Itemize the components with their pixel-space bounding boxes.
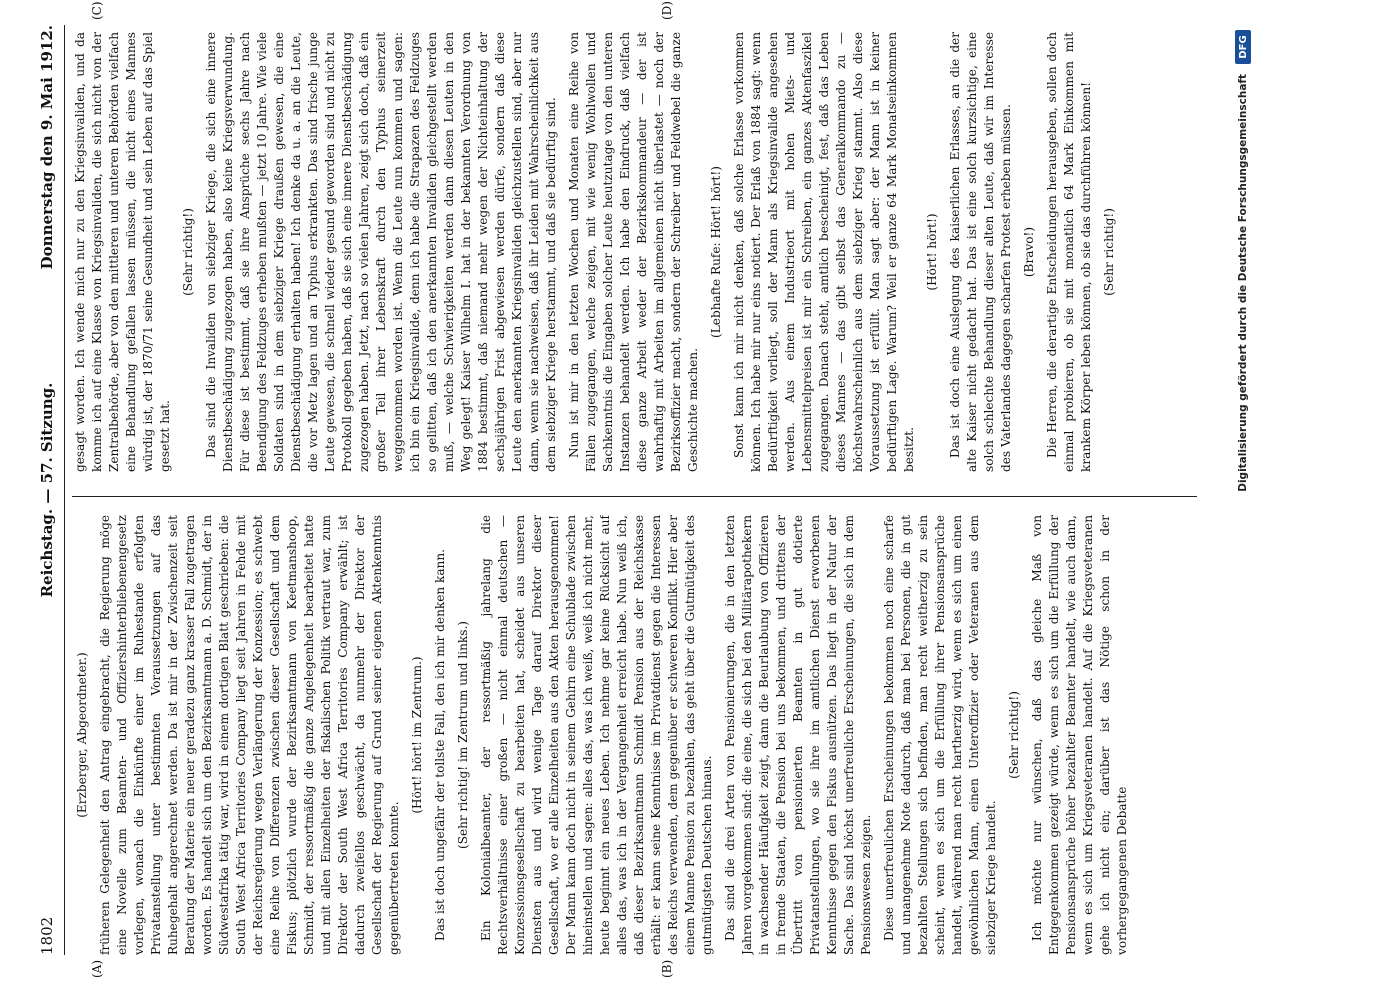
interjection: (Sehr richtig!): [1007, 691, 1021, 779]
credit-text: Digitalisierung gefördert durch die Deutsche Forschungsgemeinschaft: [1237, 74, 1249, 492]
margin-marker-b: (B): [660, 959, 674, 978]
paragraph: gesagt worden. Ich wende mich nur zu den Kriegsinvaliden, und da komme ich auf eine Klasse von Kriegsinvaliden, die sich nicht von der Zentralbehörde, aber von den mittleren und unteren Behörden vielfach eine Behandlung gefallen lassen müssen, die nicht eines Mannes würdig ist, der 1870/71 seine Gesundheit und sein Leben auf das Spiel gesetzt hat.: [73, 32, 172, 472]
speaker-note: (Erzberger, Abgeordneter.): [75, 652, 89, 818]
margin-marker-d: (D): [660, 1, 674, 20]
paragraph: Ich möchte nur wünschen, daß das gleiche Maß von Entgegenkommen gezeigt würde, wenn es sich um die Erfüllung der Pensionsansprüche höher bezahlter Beamter handelt, wie auch dann, wenn es sich um Kriegsveteranen handelt. Auf die Kriegsveteranen gehe ich nicht ein; darüber ist das Nötige schon in der vorhergegangenen Debatte: [1030, 515, 1129, 955]
interjection: (Sehr richtig!): [181, 208, 195, 296]
dfg-logo-icon: DFG: [1235, 30, 1251, 64]
interjection: (Lebhafte Rufe: Hört! hört!): [709, 166, 723, 338]
paragraph: Das ist doch ungefähr der tollste Fall, den ich mir denken kann.: [433, 549, 447, 941]
session-date: Donnerstag den 9. Mai 1912.: [38, 25, 56, 270]
session-title: Reichstag. — 57. Sitzung.: [38, 382, 56, 598]
column-separator: [72, 496, 1197, 497]
paragraph: Das ist doch eine Auslegung des kaiserlichen Erlasses, an die der alte Kaiser nicht gedacht hat. Das ist eine solch kurzsichtige, eine solch schlechte Behandlung dieser alten Leute, daß wir im Interesse des Vaterlandes dagegen scharfen Protest erheben müssen.: [948, 32, 1013, 472]
paragraph: Das sind die drei Arten von Pensionierungen, die in den letzten Jahren vorgekommen sind: die eine, die sich bei den Militärapothekern in wachsender Häufigkeit zeigt, dann die Beurlaubung von Offizieren in fremde Staaten, die Pension bei uns bekommen, und drittens der Übertritt von pensionierten Beamten in gut dotierte Privatanstellungen, wo sie ihre im amtlichen Dienst erworbenen Kenntnisse gegen den Fiskus ausnützen. Das liegt in der Natur der Sache. Das sind höchst unerfreuliche Erscheinungen, die sich in dem Pensionswesen zeigen.: [723, 515, 873, 955]
interjection: (Sehr richtig!): [1102, 208, 1116, 296]
paragraph: Das sind die Invaliden von siebziger Kriege, die sich eine innere Dienstbeschädigung zugezogen haben, also keine Kriegsverwundung. Für diese ist bestimmt, daß sie ihre Ansprüche sechs Jahre nach Beendigung des Feldzuges erheben mußten — jetzt 10 Jahre. Wie viele Soldaten sind in dem siebziger Kriege draußen gewesen, die eine Dienstbeschädigung erhalten haben! Ich denke da u. a. an die Leute, die vor Metz lagen und an Typhus erkrankten. Das sind frische junge Leute gewesen, die schnell wieder gesund geworden sind und nicht zu Protokoll gegeben haben, daß sie sich eine innere Dienstbeschädigung zugezogen haben. Jetzt, nach so vielen Jahren, zeigt sich doch, daß ein großer Teil ihrer Lebenskraft durch den Typhus seinerzeit weggenommen worden ist. Wenn die Leute nun kommen und sagen: ich bin ein Kriegsinvalide, denn ich habe die Strapazen des Feldzuges so gelitten, daß ich den anerkannten Invaliden gleichgestellt werden muß, — welche Schwierigkeiten werden dann diesen Leuten in den Weg gelegt! Kaiser Wilhelm I. hat in der bekannten Verordnung von 1884 bestimmt, daß niemand mehr wegen der Nichteinhaltung der sechsjährigen Frist abgewiesen werden dürfe, sondern daß diese Leute den anerkannten Kriegsinvaliden gleichzustellen sind, aber nur dann, wenn sie nachweisen, daß ihr Leiden mit Wahrscheinlichkeit aus dem siebziger Kriege herstammt, und daß sie bedürftig sind.: [204, 32, 558, 472]
header-rule: [64, 25, 65, 955]
paragraph: früheren Gelegenheit den Antrag eingebracht, die Regierung möge eine Novelle zum Beamten- und Offiziershinterbliebenengesetz vorlegen, wonach die Einkünfte einer im Ruhestande erfolgten Privatanstellung unter bestimmten Voraussetzungen auf das Ruhegehalt angerechnet werden. Da ist mir in der Zwischenzeit seit Beratung der Materie ein neuer geradezu ganz krasser Fall zugetragen worden. Es handelt sich um den Bezirksamtmann a. D. Schmidt, der in Südwestafrika tätig war, wird in einem dortigen Blatt geschrieben: die South West Africa Territories Company liegt seit Jahren in Fehde mit der Reichsregierung wegen Verlängerung der Konzession; es schwebt eine Reihe von Differenzen zwischen dieser Gesellschaft und dem Fiskus; plötzlich wurde der Bezirksamtmann von Keetmanshoop, Schmidt, der ressortmäßig die ganze Angelegenheit bearbeitet hatte und mit allen Einzelheiten der fiskalischen Politik vertraut war, zum Direktor der South West Africa Territories Company erwählt; ist dadurch zweifellos geschwächt, da nunmehr der Direktor der Gesellschaft der Regierung auf Grund seiner eigenen Aktenkenntnis gegenübertreten konnte.: [98, 515, 401, 955]
paragraph: Die Herren, die derartige Entscheidungen herausgeben, sollen doch einmal probieren, ob sie mit monatlich 64 Mark Einkommen mit krankem Körper leben können, ob sie das durchführen können!: [1045, 32, 1093, 472]
page-number: 1802: [38, 916, 56, 955]
margin-marker-c: (C): [90, 1, 104, 20]
digitization-credit: [1235, 30, 1251, 910]
margin-marker-a: (A): [90, 959, 104, 978]
paragraph: Nun ist mir in den letzten Wochen und Monaten eine Reihe von Fällen zugegangen, welche zeigen, mit wie wenig Wohlwollen und Sachkenntnis die Eingaben solcher Leute heutzutage von den unteren Instanzen behandelt werden. Ich habe den Eindruck, daß vielfach diese ganze Arbeit weder der Bezirkskommandeur — der ist wahrhaftig mit Arbeiten im allgemeinen nicht überlastet — noch der Bezirksoffizier macht, sondern der Schreiber und Feldwebel die ganze Geschichte machen.: [567, 32, 700, 472]
interjection: (Hört! hört! im Zentrum.): [410, 656, 424, 814]
interjection: (Bravo!): [1022, 226, 1036, 278]
paragraph: Diese unerfreulichen Erscheinungen bekommen noch eine scharfe und unangenehme Note dadurch, daß man bei Personen, die in gut bezahlten Stellungen sich befinden, man recht weitherzig zu sein scheint, wenn es sich um die Erfüllung ihrer Pensionsansprüche handelt, während man recht hartherzig wird, wenn es sich um einen gewöhnlichen Mann, einen Unteroffizier oder Veteranen aus dem siebziger Kriege handelt.: [882, 515, 998, 955]
page-header: [22, 25, 66, 955]
interjection: (Hört! hört!): [925, 213, 939, 291]
right-column: [72, 32, 1197, 472]
paragraph: Sonst kann ich mir nicht denken, daß solche Erlasse vorkommen können. Ich habe mir nur eins notiert. Der Erlaß von 1884 sagt: wenn Bedürftigkeit vorliegt, soll der Mann als Kriegsinvalide angesehen werden. Aus einem Industrieort mit hohen Miets- und Lebensmittelpreisen ist mir ein Schreiben, ein ganzes Aktenfaszikel zugegangen. Danach steht, amtlich bescheinigt, fest, daß das Leben dieses Mannes — das gibt selbst das Generalkommando zu — höchstwahrscheinlich aus dem siebziger Krieg stammt. Also diese Voraussetzung ist erfüllt. Man sagt aber: der Mann ist in keiner bedürftigen Lage. Warum? Weil er ganze 64 Mark Monatseinkommen besitzt.: [732, 32, 916, 472]
interjection: (Sehr richtig! im Zentrum und links.): [456, 621, 470, 850]
paragraph: Ein Kolonialbeamter, der ressortmäßig jahrelang die Rechtsverhältnisse einer großen — nicht einmal deutschen — Konzessionsgesellschaft zu bearbeiten hat, scheidet aus unseren Diensten aus und wird wenige Tage darauf Direktor dieser Gesellschaft, wo er alle Einzelheiten aus den Akten herausgenommen! Der Mann kann doch nicht in seinem Gehirn eine Schublade zwischen hineinstellen und sagen: alles das, was ich weiß, weiß ich nicht mehr, heute beginnt ein neues Leben. Ich nehme gar keine Rücksicht auf alles das, was ich in der Vergangenheit erreicht habe. Nun weiß ich, daß dieser Bezirksamtmann Schmidt Pension aus der Reichskasse erhält: er kann seine Kenntnisse im Privatdienst gegen die Interessen des Reichs verwenden, dem gegenüber er schweren Konflikt. Hier aber einem Manne Pension zu bezahlen, das geht über die Gutmütigkeit des gutmütigsten Deutschen hinaus.: [479, 515, 714, 955]
left-column: [72, 515, 1197, 955]
